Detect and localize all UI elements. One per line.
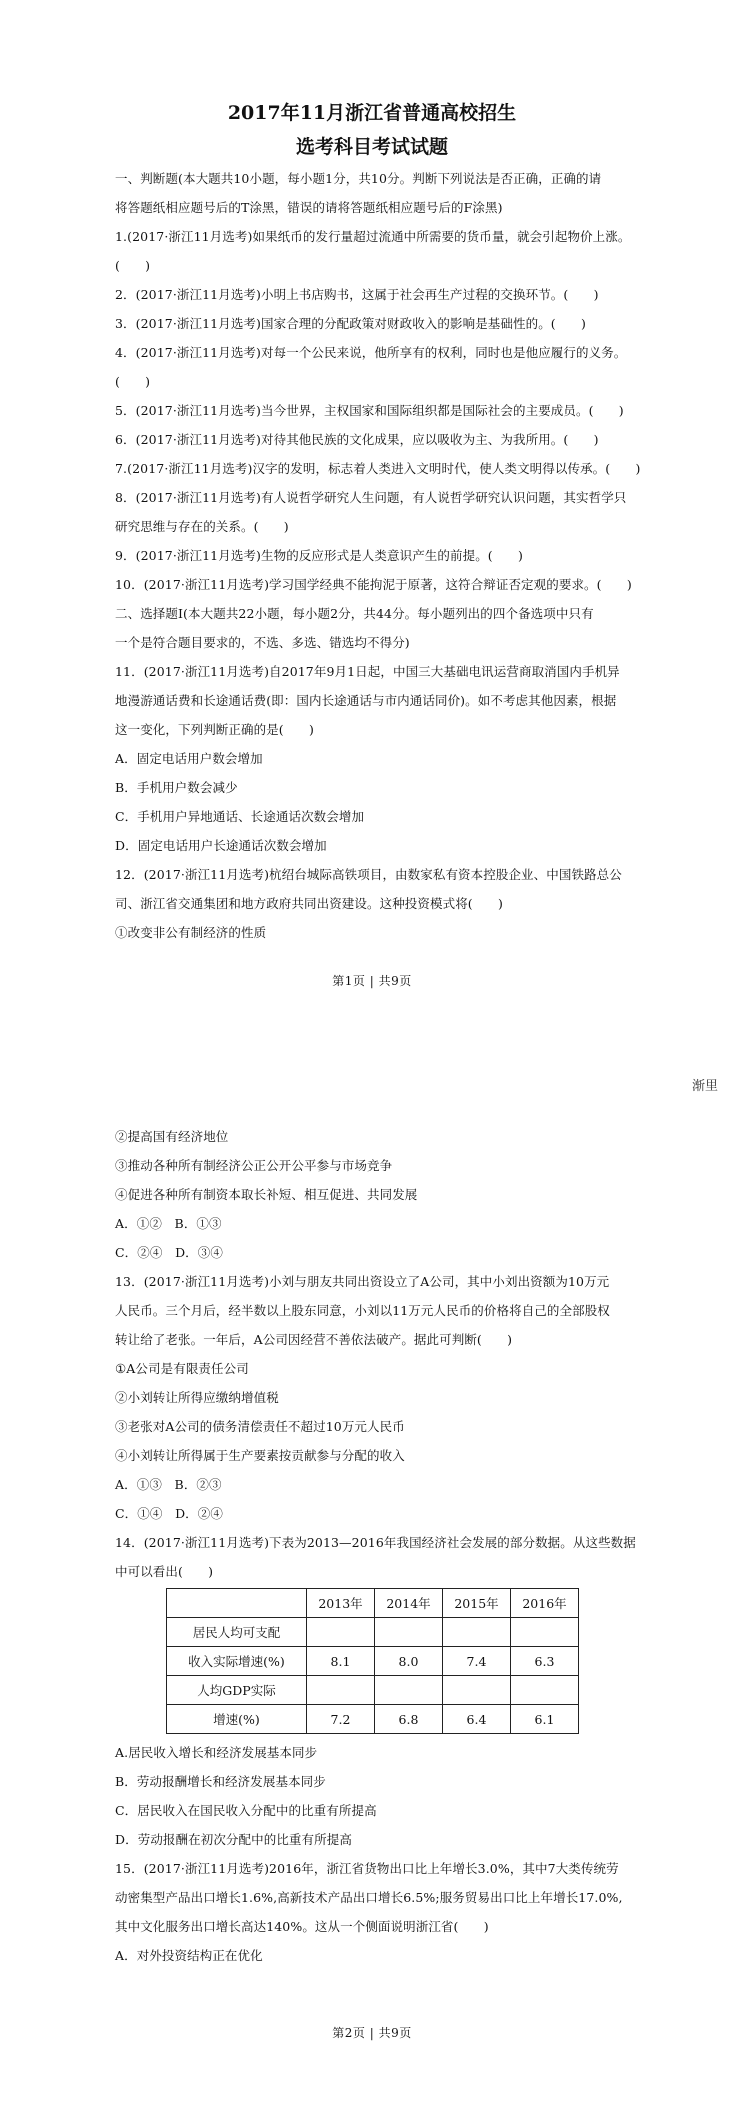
page-2-body <box>0 1010 744 1970</box>
table-cell <box>375 1676 443 1705</box>
table-header-cell: 2013年 <box>307 1589 375 1618</box>
text-line: 5．(2017·浙江11月选考)当今世界，主权国家和国际组织都是国际社会的主要成员。( ) <box>115 403 624 418</box>
table-row <box>167 1705 579 1734</box>
table-corner-cell <box>167 1589 307 1618</box>
text-line: ②提高国有经济地位 <box>115 1129 229 1144</box>
table-cell: 7.4 <box>443 1647 511 1676</box>
text-line: 9．(2017·浙江11月选考)生物的反应形式是人类意识产生的前提。( ) <box>115 548 523 563</box>
table-cell <box>307 1618 375 1647</box>
table-header-cell: 2015年 <box>443 1589 511 1618</box>
page-1-body <box>0 164 744 947</box>
text-line: 12．(2017·浙江11月选考)杭绍台城际高铁项目，由数家私有资本控股企业、中国铁路总公 <box>115 867 622 882</box>
table-cell: 6.8 <box>375 1705 443 1734</box>
doc-title-line1: 2017年11月浙江省普通高校招生 <box>227 102 517 124</box>
option-line: B．劳动报酬增长和经济发展基本同步 <box>115 1774 326 1789</box>
table-cell: 8.1 <box>307 1647 375 1676</box>
option-line: C．居民收入在国民收入分配中的比重有所提高 <box>115 1803 377 1818</box>
page-footer: 第1页 | 共9页 <box>332 974 412 988</box>
text-line: ①A公司是有限责任公司 <box>115 1361 249 1376</box>
text-line: ①改变非公有制经济的性质 <box>115 925 267 940</box>
data-table <box>166 1588 579 1734</box>
text-line: 7.(2017·浙江11月选考)汉字的发明，标志着人类进入文明时代，使人类文明得以传承。( ) <box>115 461 641 476</box>
page-footer: 第2页 | 共9页 <box>332 2026 412 2040</box>
table-row <box>167 1618 579 1647</box>
text-line: 二、选择题Ⅰ(本大题共22小题，每小题2分，共44分。每小题列出的四个备选项中只有 <box>115 606 594 621</box>
text-line: 6．(2017·浙江11月选考)对待其他民族的文化成果，应以吸收为主、为我所用。( ) <box>115 432 599 447</box>
text-line: 一、判断题(本大题共10小题，每小题1分，共10分。判断下列说法是否正确，正确的请 <box>115 171 602 186</box>
page-1 <box>0 0 744 1010</box>
table-header-row <box>167 1589 579 1618</box>
text-line: 中可以看出( ) <box>115 1564 214 1579</box>
option-line: A．①③ B．②③ <box>115 1477 222 1492</box>
table-header-cell: 2014年 <box>375 1589 443 1618</box>
text-line: 一个是符合题目要求的，不选、多选、错选均不得分) <box>115 635 410 650</box>
table-row <box>167 1647 579 1676</box>
table-row-label: 居民人均可支配 <box>167 1618 307 1647</box>
option-line: A.居民收入增长和经济发展基本同步 <box>115 1745 318 1760</box>
text-line: ③老张对A公司的债务清偿责任不超过10万元人民币 <box>115 1419 405 1434</box>
option-line: D．固定电话用户长途通话次数会增加 <box>115 838 327 853</box>
text-line: 11．(2017·浙江11月选考)自2017年9月1日起，中国三大基础电讯运营商取消国内手机异 <box>115 664 620 679</box>
table-row <box>167 1676 579 1705</box>
text-line: 3．(2017·浙江11月选考)国家合理的分配政策对财政收入的影响是基础性的。( ) <box>115 316 586 331</box>
text-line: 13．(2017·浙江11月选考)小刘与朋友共同出资设立了A公司，其中小刘出资额为10万元 <box>115 1274 610 1289</box>
option-line: A．①② B．①③ <box>115 1216 222 1231</box>
table-row-label: 收入实际增速(%) <box>167 1647 307 1676</box>
table-cell: 6.3 <box>511 1647 579 1676</box>
option-line: C．②④ D．③④ <box>115 1245 223 1260</box>
table-cell <box>307 1676 375 1705</box>
option-line: A．固定电话用户数会增加 <box>115 751 263 766</box>
text-line: ④促进各种所有制资本取长补短、相互促进、共同发展 <box>115 1187 418 1202</box>
table-cell <box>443 1676 511 1705</box>
option-line: C．①④ D．②④ <box>115 1506 223 1521</box>
table-header-cell: 2016年 <box>511 1589 579 1618</box>
table-cell <box>511 1618 579 1647</box>
text-line: 10．(2017·浙江11月选考)学习国学经典不能拘泥于原著，这符合辩证否定观的要求。( ) <box>115 577 632 592</box>
option-line: A．对外投资结构正在优化 <box>115 1948 263 1963</box>
table-row-label: 人均GDP实际 <box>167 1676 307 1705</box>
text-line: 1.(2017·浙江11月选考)如果纸币的发行量超过流通中所需要的货币量，就会引起物价上涨。 <box>115 229 631 244</box>
text-line: 2．(2017·浙江11月选考)小明上书店购书，这属于社会再生产过程的交换环节。( ) <box>115 287 599 302</box>
text-line: 这一变化，下列判断正确的是( ) <box>115 722 314 737</box>
page-2 <box>0 1010 744 2104</box>
option-line: D．劳动报酬在初次分配中的比重有所提高 <box>115 1832 352 1847</box>
text-line: ②小刘转让所得应缴纳增值税 <box>115 1390 279 1405</box>
table-cell: 7.2 <box>307 1705 375 1734</box>
text-line: 地漫游通话费和长途通话费(即：国内长途通话与市内通话同价)。如不考虑其他因素，根据 <box>115 693 617 708</box>
text-line: ③推动各种所有制经济公正公开公平参与市场竞争 <box>115 1158 393 1173</box>
table-cell: 6.1 <box>511 1705 579 1734</box>
text-line: 14．(2017·浙江11月选考)下表为2013—2016年我国经济社会发展的部分数据。从这些数据 <box>115 1535 636 1550</box>
text-line: 研究思维与存在的关系。( ) <box>115 519 289 534</box>
text-line: 15．(2017·浙江11月选考)2016年，浙江省货物出口比上年增长3.0%，其中7大类传统劳 <box>115 1861 619 1876</box>
text-line: 人民币。三个月后，经半数以上股东同意，小刘以11万元人民币的价格将自己的全部股权 <box>115 1303 610 1318</box>
option-line: B．手机用户数会减少 <box>115 780 238 795</box>
text-line: 转让给了老张。一年后，A公司因经营不善依法破产。据此可判断( ) <box>115 1332 513 1347</box>
text-line: 8．(2017·浙江11月选考)有人说哲学研究人生问题，有人说哲学研究认识问题，其实哲学只 <box>115 490 627 505</box>
option-line: C．手机用户异地通话、长途通话次数会增加 <box>115 809 365 824</box>
text-line: 司、浙江省交通集团和地方政府共同出资建设。这种投资模式将( ) <box>115 896 503 911</box>
text-line: 其中文化服务出口增长高达140%。这从一个侧面说明浙江省( ) <box>115 1919 489 1934</box>
table-row-label: 增速(%) <box>167 1705 307 1734</box>
table-cell <box>443 1618 511 1647</box>
text-line: ( ) <box>115 258 151 273</box>
text-line: ( ) <box>115 374 151 389</box>
text-line: ④小刘转让所得属于生产要素按贡献参与分配的收入 <box>115 1448 405 1463</box>
text-line: 4．(2017·浙江11月选考)对每一个公民来说，他所享有的权利，同时也是他应履行的义务。 <box>115 345 627 360</box>
text-line: 动密集型产品出口增长1.6%,高新技术产品出口增长6.5%;服务贸易出口比上年增长17.0%, <box>115 1890 623 1905</box>
table-cell <box>511 1676 579 1705</box>
table-cell: 6.4 <box>443 1705 511 1734</box>
table-cell: 8.0 <box>375 1647 443 1676</box>
doc-title-line2: 选考科目考试试题 <box>295 136 448 158</box>
text-line: 将答题纸相应题号后的T涂黑，错误的请将答题纸相应题号后的F涂黑) <box>115 200 503 215</box>
table-cell <box>375 1618 443 1647</box>
corner-watermark-label: 渐里 <box>691 1079 718 1094</box>
